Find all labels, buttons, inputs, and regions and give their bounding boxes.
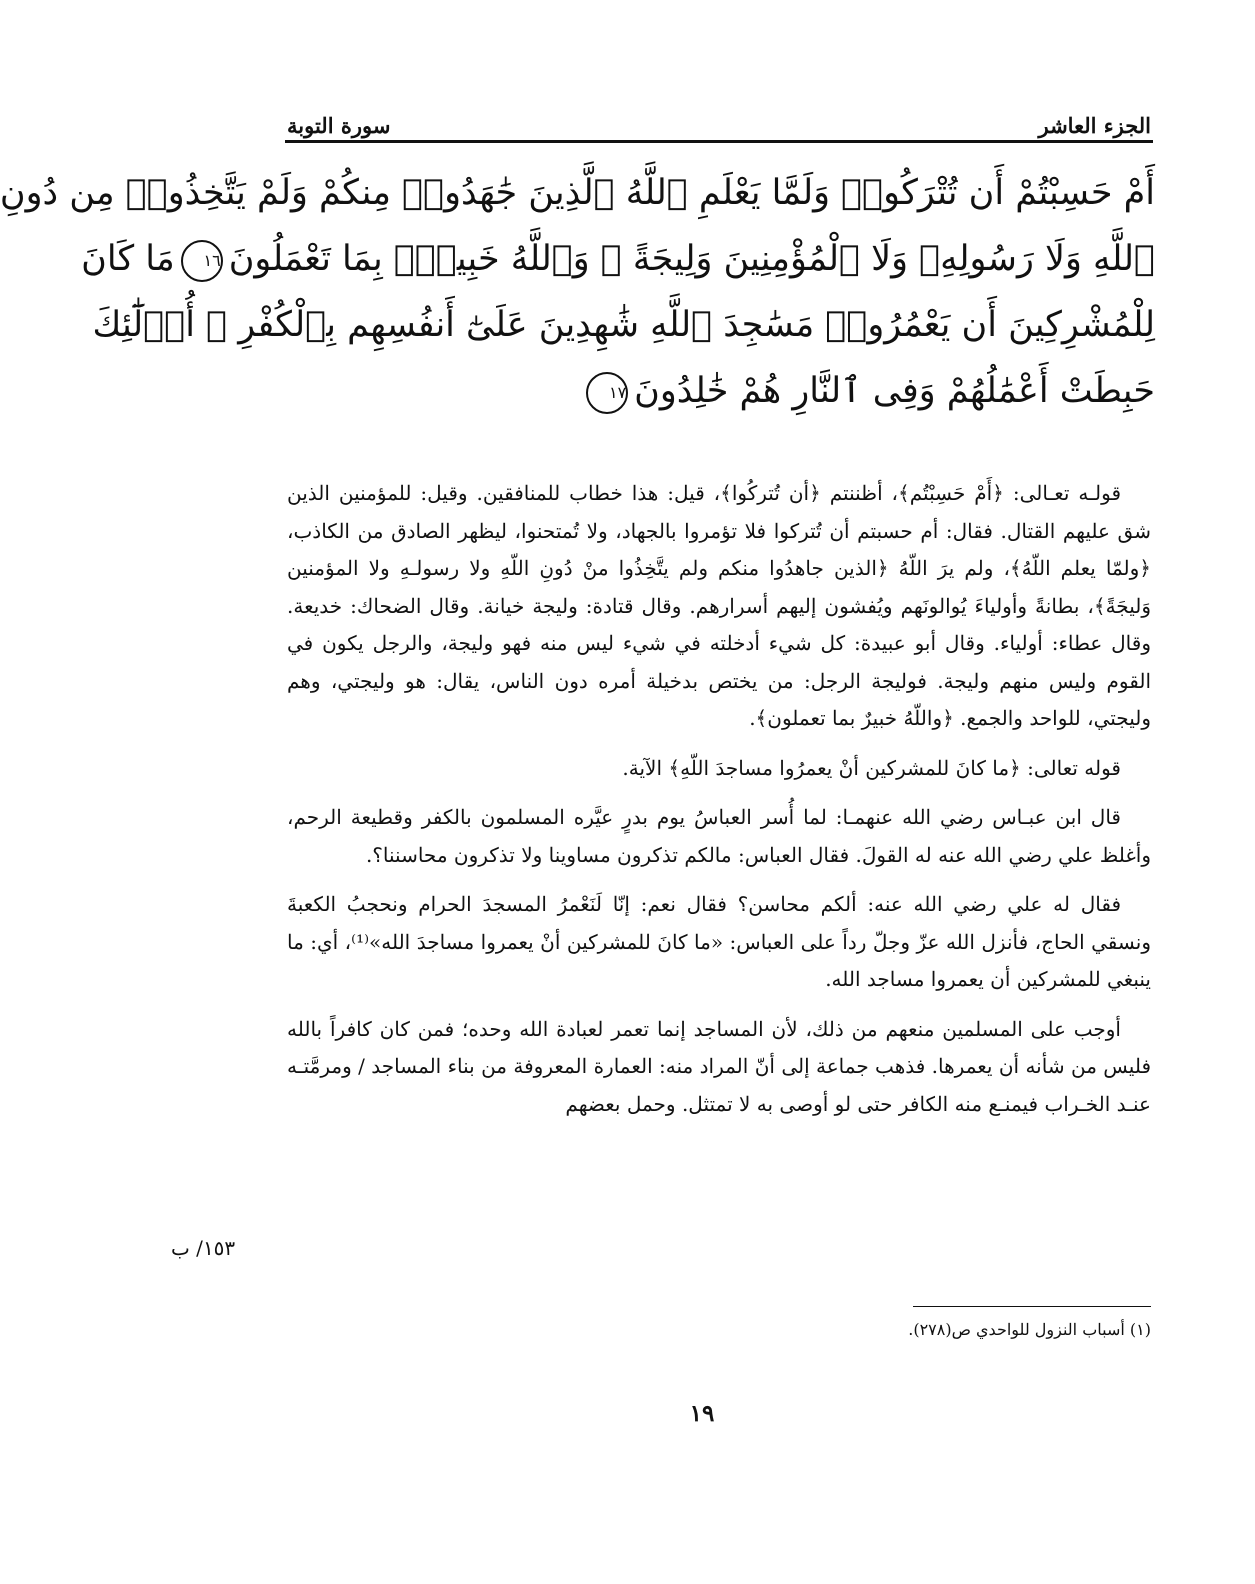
part-title: الجزء العاشر: [1038, 113, 1151, 138]
header-rule: [285, 140, 1153, 143]
quran-line: [279, 358, 1155, 424]
quran-line: [81, 226, 1155, 292]
running-header: [287, 98, 1151, 138]
quran-verses: [0, 160, 1155, 424]
quran-line-tail: مَا كَانَ: [81, 239, 175, 279]
quran-line-text: حَبِطَتْ أَعْمَٰلُهُمْ وَفِى ٱلنَّارِ هُمْ خَٰلِدُونَ: [634, 371, 1155, 411]
ayah-number-marker: ١٦: [181, 240, 223, 282]
quran-line: أَمْ حَسِبْتُمْ أَن تُتْرَكُوا۟ وَلَمَّا يَعْلَمِ ٱللَّهُ ٱلَّذِينَ جَٰهَدُوا۟ مِنكُمْ وَلَمْ يَتَّخِذُوا۟ مِن دُونِ: [0, 173, 1155, 213]
surah-title: سورة التوبة: [287, 113, 391, 138]
commentary-text: [287, 475, 1151, 1135]
commentary-paragraph: فقال له علي رضي الله عنه: ألكم محاسن؟ فقال نعم: إنّا لَنَعْمرُ المسجدَ الحرام ونحجبُ الكعبةَ ونسقي الحاج، فأنزل الله عزّ وجلّ رداً على العباس: «ما كانَ للمشركين أنْ يعمروا مساجدَ الله»⁽¹⁾، أي: ما ينبغي للمشركين أن يعمروا مساجد الله.: [287, 892, 1151, 991]
footnote: (١) أسباب النزول للواحدي ص(٢٧٨).: [908, 1320, 1151, 1339]
commentary-paragraph: قولـه تعـالى: ﴿أَمْ حَسِبْتُم﴾، أظننتم ﴿أن تُتركُوا﴾، قيل: هذا خطاب للمنافقين. وقيل: للمؤمنين الذين شق عليهم القتال. فقال: أم حسبتم أن تُتركوا فلا تؤمروا بالجهاد، ولا تُمتحنوا، ليظهر الصادق من الكاذب، ﴿ولمّا يعلم اللّهُ﴾، ولم يرَ اللّهُ ﴿الذين جاهدُوا منكم ولم يتَّخِذُوا منْ دُونِ اللّهِ ولا رسولـهِ ولا المؤمنين وَليجَةً﴾، بطانةً وأولياءَ يُوالونَهم ويُفشون إليهم أسرارهم. وقال قتادة: وليجة خيانة. وقال الضحاك: خديعة. وقال عطاء: أولياء. وقال أبو عبيدة: كل شيء أدخلته في شيء ليس منه فهو وليجة، والرجل يكون في القوم وليس منهم وليجة. فوليجة الرجل: من يختص بدخيلة أمره دون الناس، يقال: هو وليجتي، وهم وليجتي، للواحد والجمع. ﴿واللّهُ خبيرٌ بما تعملون﴾.: [287, 481, 1151, 730]
commentary-paragraph: قال ابن عبـاس رضي الله عنهمـا: لما أُسر العباسُ يوم بدرٍ عيَّره المسلمون بالكفر وقطيعة الرحم، وأغلظ علي رضي الله عنه له القولَ. فقال العباس: مالكم تذكرون مساوينا ولا تذكرون محاسننا؟.: [287, 805, 1151, 867]
commentary-paragraph: أوجب على المسلمين منعهم من ذلك، لأن المساجد إنما تعمر لعبادة الله وحده؛ فمن كان كافراً بالله فليس من شأنه أن يعمرها. فذهب جماعة إلى أنّ المراد منه: العمارة المعروفة من بناء المساجد / ومرمَّتـه عنـد الخـراب فيمنـع منه الكافر حتى لو أوصى به لا تمتثل. وحمل بعضهم: [287, 1016, 1151, 1116]
quran-line-text: ٱللَّهِ وَلَا رَسُولِهِۦ وَلَا ٱلْمُؤْمِنِينَ وَلِيجَةً ۚ وَٱللَّهُ خَبِيرٌۢ بِمَا تَعْمَلُونَ: [228, 239, 1155, 279]
page-number: ١٩: [689, 1400, 715, 1427]
footnote-rule: [913, 1306, 1151, 1307]
ayah-number-marker: ١٧: [586, 372, 628, 414]
quran-line: لِلْمُشْرِكِينَ أَن يَعْمُرُوا۟ مَسَٰجِدَ ٱللَّهِ شَٰهِدِينَ عَلَىٰٓ أَنفُسِهِم بِٱلْكُفْرِ ۚ أُو۟لَٰٓئِكَ: [92, 305, 1155, 345]
commentary-paragraph: قوله تعالى: ﴿ما كانَ للمشركين أنْ يعمرُوا مساجدَ اللّهِ﴾ الآية.: [622, 755, 1121, 780]
manuscript-folio-note: ١٥٣/ ب: [171, 1236, 236, 1260]
